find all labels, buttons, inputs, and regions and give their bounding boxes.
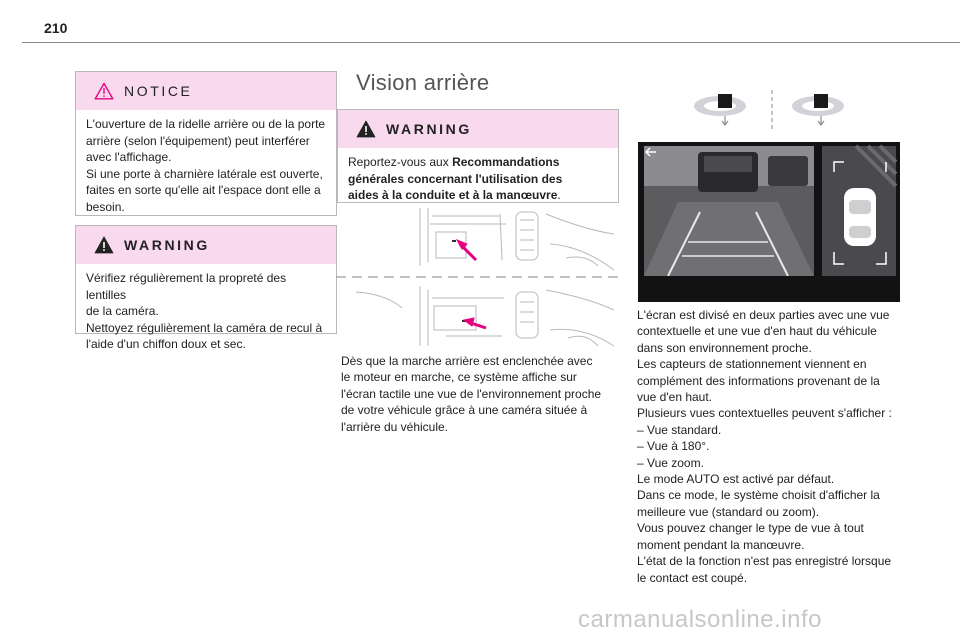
notice-line: besoin. [86,199,125,214]
middle-line: le moteur en marche, ce système affiche sur [341,370,577,385]
right-line: complément des informations provenant de la [637,373,880,388]
warning-mid-line1: Reportez-vous aux Recommandations [348,155,560,169]
right-line: Les capteurs de stationnement viennent en [637,357,867,372]
middle-paragraph [341,353,621,435]
notice-box [75,71,337,216]
warning-line: Vérifiez régulièrement la propreté des lentilles [86,271,287,302]
middle-line: de votre véhicule grâce à une caméra située à [341,403,588,418]
right-line: dans son environnement proche. [637,340,812,355]
page-number: 210 [44,20,68,36]
notice-line: Si une porte à charnière latérale est ouverte, [86,166,323,181]
rear-camera-illustration [336,206,618,348]
footer-watermark[interactable]: carmanualsonline.info [578,606,822,633]
right-line: meilleure vue (standard ou zoom). [637,504,820,519]
warning-box-mid [337,109,619,203]
warning-line: Nettoyez régulièrement la caméra de recul à [86,320,323,335]
camera-screen-illustration [638,142,900,302]
middle-line: l'arrière du véhicule. [341,419,449,434]
warning-body-left [76,264,336,353]
warning-triangle-filled-icon [356,120,376,138]
notice-header [76,72,336,110]
notice-line: L'ouverture de la ridelle arrière ou de la porte [86,117,326,131]
right-line: Plusieurs vues contextuelles peuvent s'afficher : [637,406,892,421]
section-title: Vision arrière [356,70,490,95]
right-paragraph [637,307,937,586]
notice-line: faites en sorte qu'elle ait l'espace dont elle a [86,183,321,198]
top-rule [22,42,960,43]
right-line: moment pendant la manœuvre. [637,537,805,552]
right-line: le contact est coupé. [637,570,748,585]
warning-mid-line2: générales concernant l'utilisation des [348,171,563,186]
reverse-gear-icons [690,88,860,132]
middle-line: Dès que la marche arrière est enclenchée avec [341,354,593,368]
warning-label-mid: WARNING [386,121,472,137]
notice-body [76,110,336,216]
right-line: – Vue à 180°. [637,439,710,454]
right-line: Dans ce mode, le système choisit d'afficher la [637,488,880,503]
warning-triangle-filled-icon [94,236,114,254]
warning-header-mid [338,110,618,148]
right-line: vue d'en haut. [637,390,713,405]
warning-mid-line3: aides à la conduite et à la manœuvre. [348,188,561,203]
notice-line: arrière (selon l'équipement) peut interférer [86,133,310,148]
warning-box-left [75,225,337,352]
right-line: – Vue standard. [637,422,722,437]
right-line: Le mode AUTO est activé par défaut. [637,472,835,487]
right-line: L'écran est divisé en deux parties avec une vue [637,308,890,322]
notice-label: NOTICE [124,83,193,99]
warning-header-left [76,226,336,264]
warning-line: de la caméra. [86,304,159,319]
warning-label-left: WARNING [124,237,210,253]
warning-line: l'aide d'un chiffon doux et sec. [86,337,246,352]
notice-line: avec l'affichage. [86,150,172,165]
right-line: – Vue zoom. [637,455,704,470]
right-line: contextuelle et une vue d'en haut du véhicule [637,324,877,339]
right-line: L'état de la fonction n'est pas enregistré lorsque [637,554,892,569]
warning-body-mid [338,148,618,204]
warning-triangle-outline-icon [94,82,114,100]
middle-line: l'écran tactile une vue de l'environnement proche [341,386,602,401]
right-line: Vous pouvez changer le type de vue à tout [637,521,864,536]
